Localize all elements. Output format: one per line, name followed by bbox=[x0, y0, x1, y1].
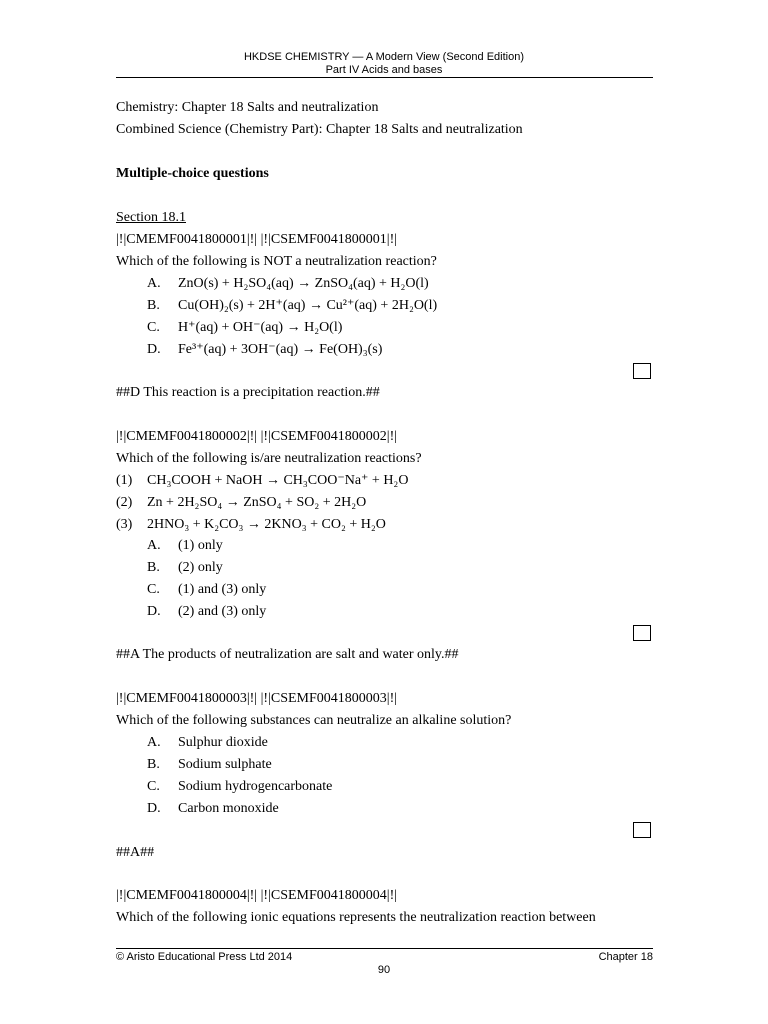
q3-answer-note: ##A## bbox=[116, 845, 155, 860]
question-1-stem: Which of the following is NOT a neutralization reaction? bbox=[116, 254, 437, 269]
q1-option-b-label: B. bbox=[147, 298, 160, 313]
q2-statement-2-text: Zn + 2H₂SO₄ → ZnSO₄ + SO₂ + 2H₂O bbox=[147, 495, 367, 510]
footer-rule bbox=[116, 948, 653, 949]
q1-option-c-text: H⁺(aq) + OH⁻(aq) → H₂O(l) bbox=[178, 320, 343, 335]
q2-option-c-text: (1) and (3) only bbox=[178, 582, 267, 597]
q3-option-b-text: Sodium sulphate bbox=[178, 757, 272, 772]
q1-option-a-label: A. bbox=[147, 276, 161, 291]
q2-statement-1-label: (1) bbox=[116, 473, 133, 488]
q2-option-b-text: (2) only bbox=[178, 560, 223, 575]
q1-answer-box[interactable] bbox=[633, 363, 651, 379]
q3-option-a-label: A. bbox=[147, 735, 161, 750]
q3-option-a-text: Sulphur dioxide bbox=[178, 735, 268, 750]
q2-option-d-text: (2) and (3) only bbox=[178, 604, 267, 619]
q3-option-c-label: C. bbox=[147, 779, 160, 794]
q2-answer-note: ##A The products of neutralization are salt and water only.## bbox=[116, 647, 459, 662]
q1-option-a-text: ZnO(s) + H₂SO₄(aq) → ZnSO₄(aq) + H₂O(l) bbox=[178, 276, 429, 291]
q3-option-d-label: D. bbox=[147, 801, 161, 816]
q1-option-d-label: D. bbox=[147, 342, 161, 357]
q2-statement-1-text: CH₃COOH + NaOH → CH₃COO⁻Na⁺ + H₂O bbox=[147, 473, 409, 488]
question-3-id: |!|CMEMF0041800003|!| |!|CSEMF0041800003|!| bbox=[116, 691, 398, 706]
question-4-id: |!|CMEMF0041800004|!| |!|CSEMF0041800004|!| bbox=[116, 888, 398, 903]
q2-statement-2-label: (2) bbox=[116, 495, 133, 510]
q3-answer-box[interactable] bbox=[633, 822, 651, 838]
question-4-stem: Which of the following ionic equations represents the neutralization reaction between bbox=[116, 910, 596, 925]
q2-answer-box[interactable] bbox=[633, 625, 651, 641]
intro-chemistry-line: Chemistry: Chapter 18 Salts and neutralization bbox=[116, 100, 379, 115]
mcq-heading: Multiple-choice questions bbox=[116, 166, 269, 181]
q3-option-d-text: Carbon monoxide bbox=[178, 801, 279, 816]
question-1-id: |!|CMEMF0041800001|!| |!|CSEMF0041800001|!| bbox=[116, 232, 398, 247]
page-number: 90 bbox=[377, 964, 391, 976]
q2-option-d-label: D. bbox=[147, 604, 161, 619]
q1-option-b-text: Cu(OH)₂(s) + 2H⁺(aq) → Cu²⁺(aq) + 2H₂O(l) bbox=[178, 298, 438, 313]
q2-option-a-label: A. bbox=[147, 538, 161, 553]
q3-option-c-text: Sodium hydrogencarbonate bbox=[178, 779, 333, 794]
q3-option-b-label: B. bbox=[147, 757, 160, 772]
q2-option-b-label: B. bbox=[147, 560, 160, 575]
q2-option-c-label: C. bbox=[147, 582, 160, 597]
question-2-stem: Which of the following is/are neutralization reactions? bbox=[116, 451, 422, 466]
q1-option-c-label: C. bbox=[147, 320, 160, 335]
q1-answer-note: ##D This reaction is a precipitation reaction.## bbox=[116, 385, 380, 400]
header-book-title: HKDSE CHEMISTRY — A Modern View (Second Edition) bbox=[243, 51, 524, 63]
q2-option-a-text: (1) only bbox=[178, 538, 223, 553]
header-rule bbox=[116, 77, 653, 78]
intro-combined-science-line: Combined Science (Chemistry Part): Chapter 18 Salts and neutralization bbox=[116, 122, 523, 137]
footer-chapter: Chapter 18 bbox=[598, 951, 653, 963]
section-label: Section 18.1 bbox=[116, 210, 186, 225]
q1-option-d-text: Fe³⁺(aq) + 3OH⁻(aq) → Fe(OH)₃(s) bbox=[178, 342, 383, 357]
question-3-stem: Which of the following substances can neutralize an alkaline solution? bbox=[116, 713, 512, 728]
q2-statement-3-label: (3) bbox=[116, 517, 133, 532]
q2-statement-3-text: 2HNO₃ + K₂CO₃ → 2KNO₃ + CO₂ + H₂O bbox=[147, 517, 386, 532]
header-part: Part IV Acids and bases bbox=[325, 64, 443, 76]
question-2-id: |!|CMEMF0041800002|!| |!|CSEMF0041800002|!| bbox=[116, 429, 398, 444]
footer-copyright: © Aristo Educational Press Ltd 2014 bbox=[116, 951, 293, 963]
